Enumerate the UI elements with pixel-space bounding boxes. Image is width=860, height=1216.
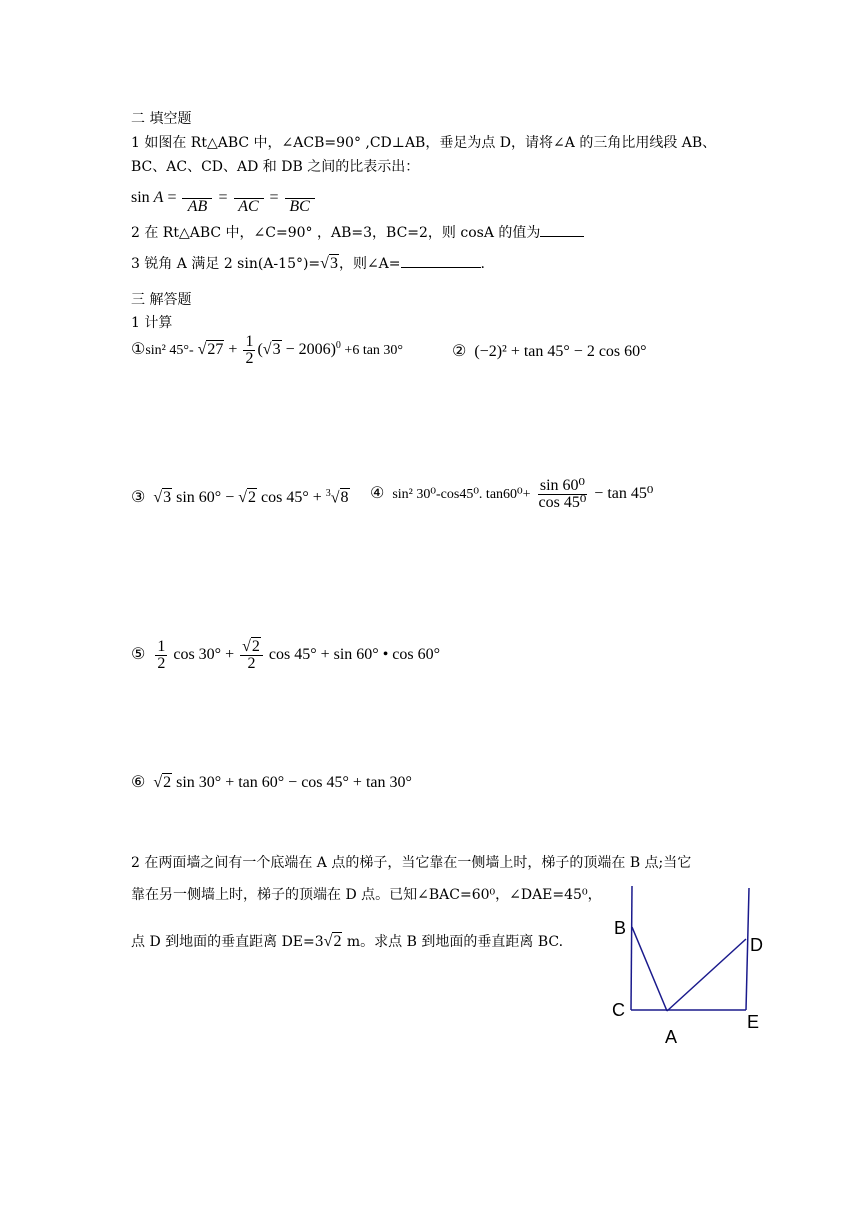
ladder-ab [632,927,667,1011]
ladder-figure [600,880,780,1050]
question-2: 2 在 Rt△ABC 中，∠C=90° ，AB=3，BC=2，则 cosA 的值为 [131,222,584,242]
expression-2: ② (−2)² + tan 45° − 2 cos 60° [452,343,647,360]
section-3-heading: 三 解答题 [131,292,192,308]
blank-fraction-2: AC [234,182,264,215]
answer-blank [540,236,584,237]
left-wall [631,886,632,1010]
expression-3: ③ √3 sin 60° − √2 cos 45° + $^3$√8 [131,487,349,506]
calc-heading: 1 计算 [131,315,173,331]
problem-2-line-2: 靠在另一侧墙上时，梯子的顶端在 D 点。已知∠BAC=60⁰，∠DAE=45⁰， [131,887,602,903]
question-1-line-1: 1 如图在 Rt△ABC 中，∠ACB=90° ,CD⊥AB，垂足为点 D，请将∠A 的三角比用线段 AB、 [131,135,717,151]
ladder-ad [667,939,746,1011]
label-c: C [612,1000,625,1020]
question-1-line-2: BC、AC、CD、AD 和 DB 之间的比表示出： [131,159,420,175]
question-3: 3 锐角 A 满足 2 sin(A-15°)=√3，则∠A= . [131,255,485,272]
label-d: D [750,935,763,955]
label-e: E [747,1012,760,1032]
blank-fraction-1: AB [182,182,212,215]
blank-fraction-3: BC [285,182,315,215]
sqrt-3: √3 [320,255,338,272]
problem-2-line-1: 2 在两面墙之间有一个底端在 A 点的梯子，当它靠在一侧墙上时，梯子的顶端在 B 点;当它 [131,855,692,871]
expression-6: ⑥ √2 sin 30° + tan 60° − cos 45° + tan 30° [131,774,412,791]
label-b: B [614,918,627,938]
section-2-heading: 二 填空题 [131,111,192,127]
expression-4: ④ sin² 30⁰-cos45⁰. tan60⁰+ $\frac{\text{sin 60⁰}}{\text{cos 45⁰}}$ − tan 45⁰ [370,477,654,511]
expression-5: ⑤ $\frac{1}{2}$ cos 30° + $\frac{√2}{2}$ cos 45° + sin 60° • cos 60° [131,638,441,672]
problem-2-line-3: 点 D 到地面的垂直距离 DE=3√2 m。求点 B 到地面的垂直距离 BC. [131,933,564,950]
label-a: A [665,1027,678,1047]
right-wall [746,888,749,1010]
expression-1: ①sin² 45°- √27 + $\frac{1}{2}$ $(√3 - 2006)^0 +6$ tan 30° [131,333,404,367]
question-1-formula: sin A = AB = AC = BC [131,182,317,215]
answer-blank [401,267,481,268]
